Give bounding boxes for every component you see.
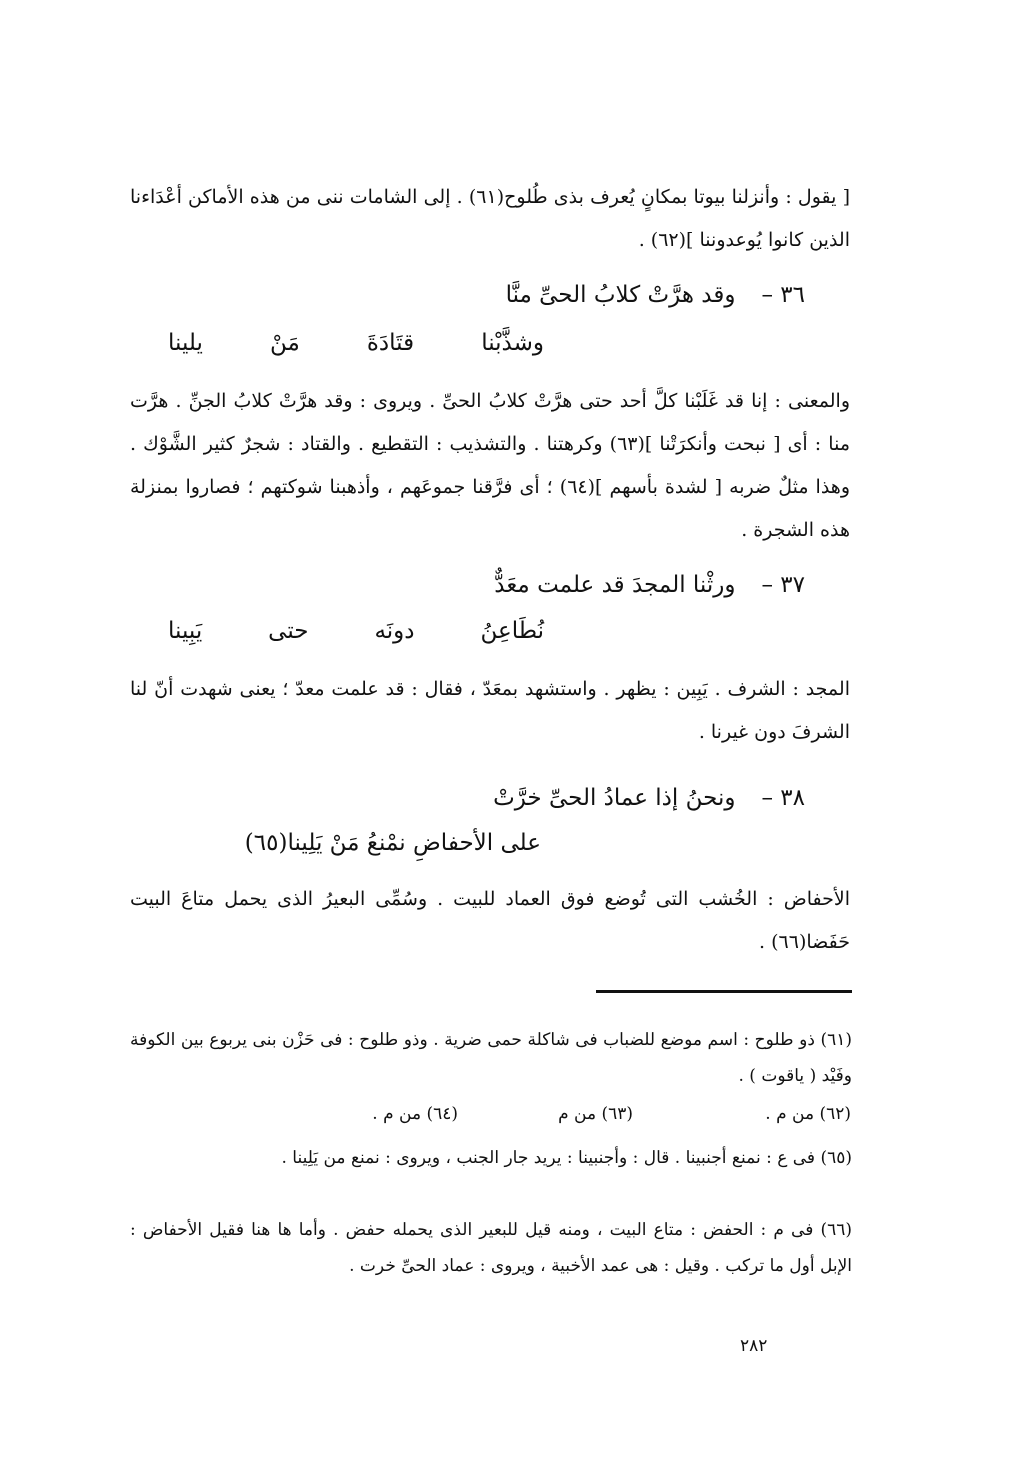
verse-36-second-hemistich [168,330,544,356]
verse-37-first-text: ورثْنا المجدَ قد علمت معَدٌّ [494,572,736,598]
verse-38-number: ٣٨ – [761,785,805,811]
verse-38-first-text: ونحنُ إذا عمادُ الحىِّ خرَّتْ [493,785,736,811]
verse-37-word: دونَه [374,618,415,644]
verse-37-second-hemistich [168,618,544,644]
verse-36-word: يلينا [168,330,203,356]
footnote-66: (٦٦) فى م : الحفض : متاع البيت ، ومنه قيل للبعير الذى يحمله حفض . وأما ها هنا فقيل الأحفاض : الإبل أول ما تركب . وقيل : هى عمد الأخبية ، ويروى : عماد الحىِّ خرت . [130,1220,852,1276]
verse-37-first-hemistich [494,572,805,598]
verse-37-word: نُطَاعِنُ [480,618,544,644]
footnote-separator [596,990,852,993]
verse-36-first-hemistich [506,282,805,308]
footnote-63: (٦٣) من م [558,1104,633,1124]
footnote-64: (٦٤) من م . [372,1104,458,1124]
verse-37-word: يَبِينا [168,618,203,644]
verse-38-first-hemistich [493,785,805,811]
verse-36-word: مَنْ [269,330,300,356]
verse-37-word: حتى [268,618,309,644]
commentary-38: الأحفاض : الخُشب التى تُوضع فوق العماد للبيت . وسُمِّى البعيرُ الذى يحمل متاعَ البيت حَفَضا(٦٦) . [130,888,850,953]
footnote-61: (٦١) ذو طلوح : اسم موضع للضباب فى شاكلة حمى ضرية . وذو طلوح : فى حَزْن بنى يربوع بين الكوفة وفَيْد ( ياقوت ) . [130,1030,852,1086]
verse-38-second-hemistich: على الأحفاضِ نمْنعُ مَنْ يَلِينا(٦٥) [244,830,541,856]
footnote-62: (٦٢) من م . [765,1104,851,1124]
verse-37-number: ٣٧ – [761,572,805,598]
page-number: ٢٨٢ [740,1336,768,1356]
verse-36-word: قتَادَةَ [366,330,415,356]
verse-36-word: وشذَّبْنا [481,330,544,356]
commentary-36: والمعنى : إنا قد غَلَبْنا كلَّ أحد حتى هرَّتْ كلابُ الحىِّ . ويروى : وقد هرَّتْ كلابُ الجنِّ . هرَّت منا : أى [ نبحت وأنكرَتْنا ](٦٣) وكرهتنا . والتشذيب : التقطيع . والقتاد : شجرٌ كثير الشَّوْك . وهذا مثلٌ ضربه [ لشدة بأسهم ](٦٤) ؛ أى فرَّقنا جموعَهم ، وأذهبنا شوكتهم ؛ فصاروا بمنزلة هذه الشجرة . [130,390,850,541]
verse-36-number: ٣٦ – [761,282,805,308]
footnote-65: (٦٥) فى ع : نمنع أجنبينا . قال : وأجنبينا : يريد جار الجنب ، ويروى : نمنع من يَلِينا . [281,1148,852,1168]
intro-paragraph: [ يقول : وأنزلنا بيوتا بمكانٍ يُعرف بذى طُلوح(٦١) . إلى الشامات ننى من هذه الأماكن أعْدَاءنا الذين كانوا يُوعدوننا ](٦٢) . [130,186,851,251]
verse-36-first-text: وقد هرَّتْ كلابُ الحىِّ منَّا [505,282,736,308]
commentary-37: المجد : الشرف . يَبِين : يظهر . واستشهد بمعَدّ ، فقال : قد علمت معدّ ؛ يعنى شهدت أنّ لنا الشرفَ دون غيرنا . [130,678,850,743]
